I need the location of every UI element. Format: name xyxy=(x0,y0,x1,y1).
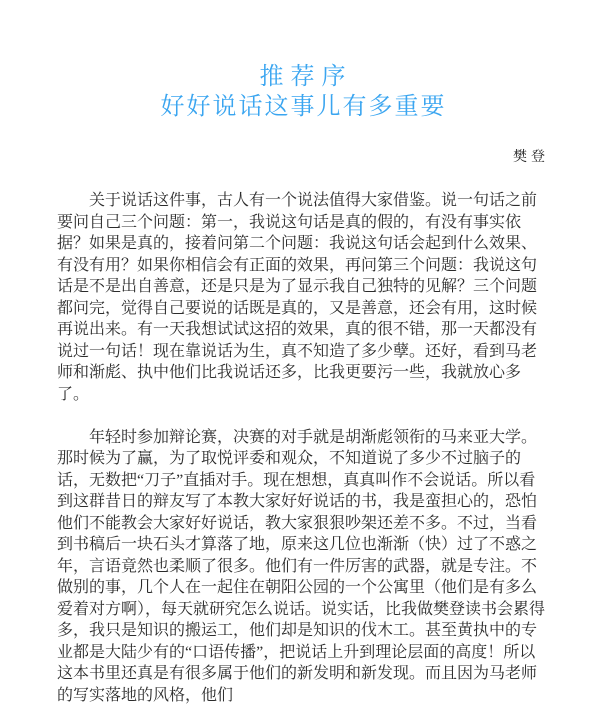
chapter-title-line2: 好好说话这事儿有多重要 xyxy=(0,92,605,122)
author-name: 樊登 xyxy=(57,148,549,168)
chapter-title-line1: 推荐序 xyxy=(0,62,605,92)
paragraph: 年轻时参加辩论赛，决赛的对手就是胡渐彪领衔的马来亚大学。那时候为了赢，为了取悦评委和观众，不知道说了多少不过脑子的话，无数把“刀子”直插对手。现在想想，真真叫作不会说话。所以看到这群昔日的辩友写了本教大家好好说话的书，我是蛮担心的，恐怕他们不能教会大家好好说话，教大家狠狠吵架还差不多。不过，当看到书稿后一块石头才算落了地，原来这几位也渐渐（快）过了不惑之年，言语竟然也柔顺了很多。他们有一件厉害的武器，就是专注。不做别的事，几个人在一起住在朝阳公园的一个公寓里（他们是有多么爱着对方啊），每天就研究怎么说话。说实话，比我做樊登读书会累得多，我只是知识的搬运工，他们却是知识的伐木工。甚至黄执中的专业都是大陆少有的“口语传播”，把说话上升到理论层面的高度！所以这本书里还真是有很多属于他们的新发明和新发现。而且因为马老师的写实落地的风格，他们 xyxy=(57,427,549,706)
paragraph: 关于说话这件事，古人有一个说法值得大家借鉴。说一句话之前要问自己三个问题：第一，我说这句话是真的假的，有没有事实依据？如果是真的，接着问第二个问题：我说这句话会起到什么效果、有没有用？如果你相信会有正面的效果，再问第三个问题：我说这句话是不是出自善意，还是只是为了显示我自己独特的见解？三个问题都问完，觉得自己要说的话既是真的，又是善意，还会有用，这时候再说出来。有一天我想试试这招的效果，真的很不错，那一天都没有说过一句话！现在靠说话为生，真不知造了多少孽。还好，看到马老师和渐彪、执中他们比我说话还多，比我更要污一些，我就放心多了。 xyxy=(57,190,549,405)
preface-body xyxy=(57,190,549,706)
chapter-title xyxy=(0,62,605,122)
